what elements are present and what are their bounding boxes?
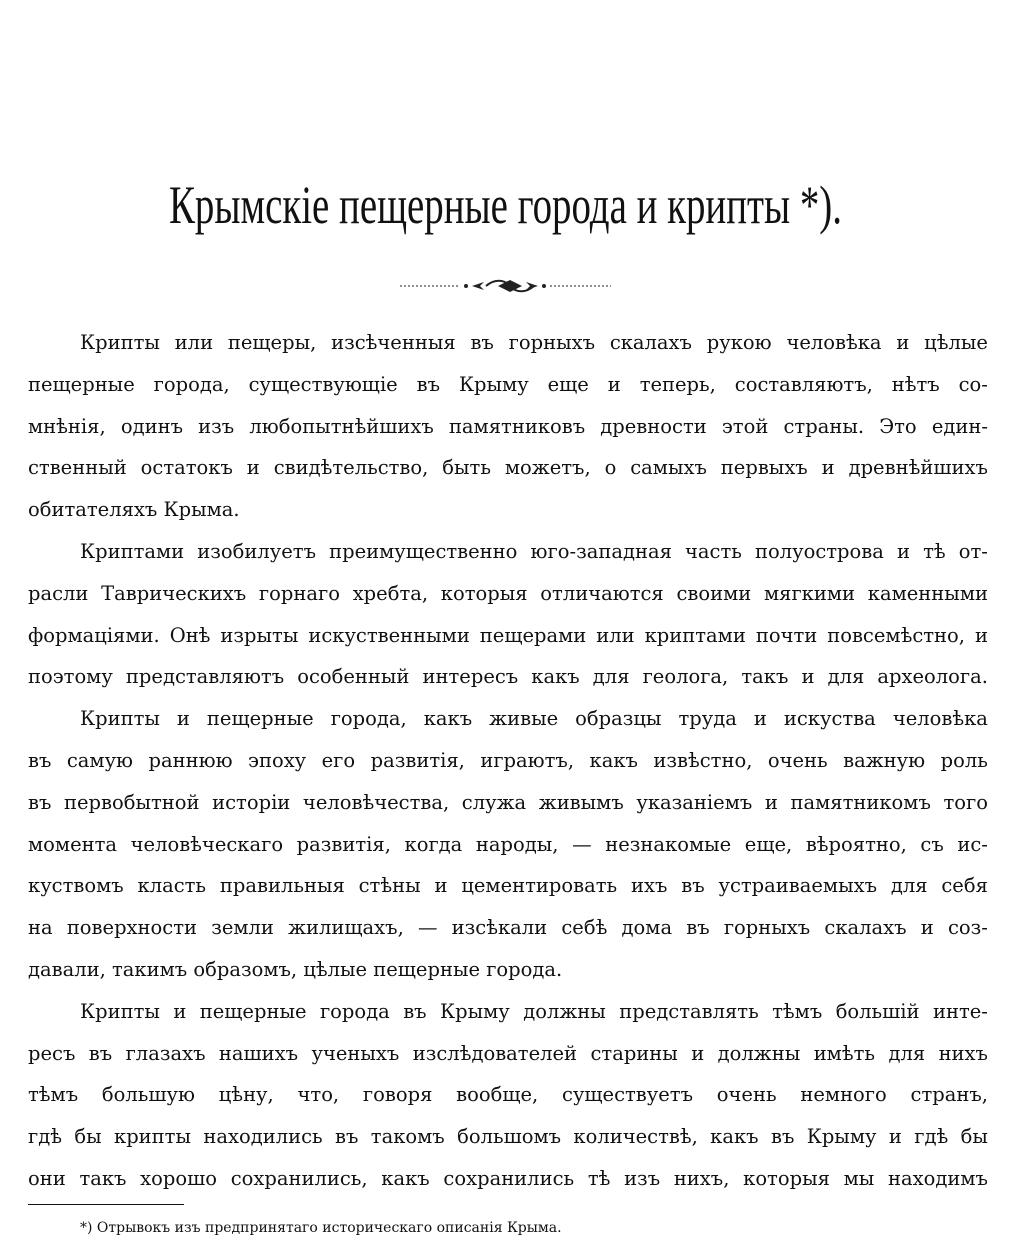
- text-line-content: [28, 907, 988, 949]
- word: развитія,: [296, 832, 391, 856]
- word: ис-: [957, 832, 988, 856]
- word: нашихъ: [218, 1041, 299, 1065]
- word: нихъ,: [673, 1166, 730, 1190]
- word: служа: [461, 790, 527, 814]
- word: страны.: [783, 414, 865, 438]
- word: и: [173, 999, 187, 1023]
- word: народы,: [475, 832, 559, 856]
- word: раннюю: [148, 748, 233, 772]
- word: себя: [941, 874, 988, 898]
- word: полуострова: [754, 539, 884, 563]
- word: одинъ: [120, 414, 183, 438]
- word: для: [890, 874, 928, 898]
- word: города,: [153, 372, 230, 396]
- word: изрыты: [220, 623, 299, 647]
- word: составляютъ,: [734, 372, 873, 396]
- word: какъ: [589, 748, 638, 772]
- word: и: [434, 874, 448, 898]
- word: эпоху: [248, 748, 307, 772]
- word: исторіи: [212, 790, 291, 814]
- word: такъ: [79, 1166, 127, 1190]
- word: образцы: [575, 707, 662, 731]
- word: формацiями.: [28, 623, 160, 647]
- word: хорошо: [140, 1166, 217, 1190]
- text-line: [28, 740, 988, 782]
- word: въ: [686, 916, 710, 940]
- footnote-rule: [28, 1204, 184, 1205]
- text-line: [28, 865, 988, 907]
- word: человѣчества,: [302, 790, 450, 814]
- word: момента: [28, 832, 118, 856]
- word: въ: [470, 331, 494, 354]
- word: человѣческаго: [130, 832, 284, 856]
- word: того: [943, 790, 988, 814]
- word: пещерные: [206, 707, 314, 731]
- word: тѣмъ: [28, 1083, 79, 1107]
- word: важную: [843, 748, 926, 772]
- word: первыхъ: [720, 456, 808, 480]
- word: преимущественно: [329, 539, 518, 563]
- word: Криптами: [80, 539, 185, 563]
- text-line-content: [28, 1158, 988, 1200]
- word: еще: [547, 372, 589, 396]
- word: въ: [770, 1125, 795, 1149]
- text-line: [28, 656, 988, 698]
- word: и: [246, 456, 260, 480]
- word: ихъ: [630, 874, 668, 898]
- word: тѣмъ: [772, 999, 823, 1023]
- word: соз-: [947, 916, 988, 940]
- word: съ: [920, 832, 944, 856]
- word: изобилуетъ: [197, 539, 316, 563]
- word: Крипты: [80, 999, 160, 1023]
- word: въ: [416, 372, 441, 396]
- word: расли: [28, 581, 89, 605]
- word: от-: [958, 539, 988, 563]
- text-line-content: [80, 322, 988, 364]
- word: какъ: [531, 665, 580, 689]
- word: для: [888, 1041, 926, 1065]
- text-line-content: [28, 364, 988, 406]
- word: инте-: [932, 999, 988, 1023]
- word: изсѣкали: [451, 916, 548, 940]
- word: такъ: [741, 665, 789, 689]
- word: памятниковъ: [448, 414, 586, 438]
- word: и: [920, 916, 934, 940]
- word: находимъ: [888, 1166, 988, 1190]
- word: теперь,: [639, 372, 716, 396]
- text-line: [28, 782, 988, 824]
- word: цѣну,: [218, 1083, 274, 1107]
- word: странъ,: [910, 1083, 988, 1107]
- word: развитія,: [370, 748, 465, 772]
- text-line: [28, 907, 988, 949]
- word: изъ: [198, 414, 235, 438]
- text-line: [28, 489, 988, 531]
- word: самую: [66, 748, 134, 772]
- word: живые: [489, 707, 559, 731]
- word: цѣлые: [924, 331, 988, 354]
- word: древнѣйшихъ: [848, 456, 988, 480]
- word: —: [417, 916, 438, 940]
- word: о: [604, 456, 617, 480]
- text-line-content: [80, 698, 988, 740]
- ornament-divider-icon: [400, 276, 611, 296]
- word: куствомъ: [28, 874, 124, 898]
- word: или: [174, 331, 214, 354]
- word: и: [607, 372, 621, 396]
- word: сохранились,: [230, 1166, 368, 1190]
- word: искуства: [783, 707, 876, 731]
- word: един-: [931, 414, 988, 438]
- word: горныхъ: [723, 916, 811, 940]
- word: ресъ: [28, 1041, 76, 1065]
- word: Крипты: [80, 707, 160, 731]
- text-line: [28, 698, 988, 740]
- ornament-divider: [400, 276, 611, 296]
- word: интересъ: [422, 665, 519, 689]
- word: скалахъ: [609, 331, 692, 354]
- word: пещерами: [479, 623, 587, 647]
- word: археолога.: [877, 665, 988, 689]
- word: цементировать: [461, 874, 618, 898]
- word: быть: [442, 456, 491, 480]
- word: правильныя: [219, 874, 345, 898]
- word: глазахъ: [125, 1041, 206, 1065]
- word: имѣть: [813, 1041, 876, 1065]
- text-line-content: [28, 447, 988, 489]
- word: и: [821, 456, 835, 480]
- word: и: [691, 1041, 705, 1065]
- word: особенный: [297, 665, 410, 689]
- word: существуетъ: [562, 1083, 693, 1107]
- text-line-content: [28, 573, 988, 615]
- text-line-content: [80, 531, 988, 573]
- word: на: [28, 916, 53, 940]
- word: и: [176, 707, 190, 731]
- word: остатокъ: [140, 456, 233, 480]
- text-line-content: [28, 865, 988, 907]
- word: роль: [940, 748, 988, 772]
- word: указаніемъ: [636, 790, 753, 814]
- word: земли: [211, 916, 274, 940]
- word: себѣ: [561, 916, 608, 940]
- word: тѣ: [923, 539, 946, 563]
- text-line: [28, 1116, 988, 1158]
- word: крипты: [114, 1125, 191, 1149]
- word: часть: [685, 539, 742, 563]
- text-line-content: [28, 656, 988, 698]
- word: старины: [590, 1041, 678, 1065]
- word: играютъ,: [480, 748, 575, 772]
- text-line-content: [28, 824, 988, 866]
- text-line: [28, 573, 988, 615]
- body-text: [28, 322, 988, 1200]
- word: мягкими: [764, 581, 856, 605]
- word: скалахъ: [824, 916, 907, 940]
- word: большомъ: [457, 1125, 562, 1149]
- word: находились: [203, 1125, 323, 1149]
- text-line-content: обитателяхъ Крыма.: [28, 498, 240, 522]
- word: криптами: [644, 623, 746, 647]
- word: гдѣ: [914, 1125, 949, 1149]
- word: и: [753, 707, 767, 731]
- word: существующіе: [248, 372, 398, 396]
- word: гдѣ: [28, 1125, 62, 1149]
- word: и: [896, 539, 910, 563]
- word: и: [764, 790, 778, 814]
- word: въ: [335, 1125, 359, 1149]
- word: что,: [297, 1083, 340, 1107]
- word: вѣроятно,: [805, 832, 907, 856]
- word: немного: [800, 1083, 887, 1107]
- word: поэтому: [28, 665, 113, 689]
- word: для: [592, 665, 630, 689]
- word: этой: [721, 414, 769, 438]
- text-line-content: [28, 740, 988, 782]
- word: очень: [716, 1083, 777, 1107]
- page-title: Крымскіе пещерные города и крипты *).: [169, 175, 842, 235]
- word: нѣтъ: [891, 372, 940, 396]
- word: хребта,: [352, 581, 429, 605]
- word: —: [572, 832, 592, 856]
- word: со-: [958, 372, 988, 396]
- word: можетъ,: [504, 456, 591, 480]
- word: должны: [523, 999, 606, 1023]
- word: своими: [676, 581, 752, 605]
- word: изъ: [624, 1166, 661, 1190]
- word: класть: [137, 874, 207, 898]
- word: искуственными: [308, 623, 470, 647]
- word: мы: [843, 1166, 875, 1190]
- word: очень: [767, 748, 828, 772]
- word: жилищахъ,: [288, 916, 404, 940]
- word: которыя: [743, 1166, 830, 1190]
- word: изсѣченныя: [331, 331, 456, 354]
- word: ученыхъ: [311, 1041, 400, 1065]
- word: въ: [403, 999, 427, 1023]
- word: говоря: [362, 1083, 433, 1107]
- footnote: *) Отрывокъ изъ предпринятаго историческаго описанія Крыма.: [80, 1220, 562, 1236]
- word: сохранились: [443, 1166, 575, 1190]
- word: вообще,: [456, 1083, 539, 1107]
- word: самыхъ: [630, 456, 707, 480]
- word: города,: [330, 707, 407, 731]
- word: горнаго: [258, 581, 340, 605]
- word: въ: [28, 790, 52, 814]
- text-line-content: [28, 1033, 988, 1075]
- word: рукою: [706, 331, 772, 354]
- word: въ: [681, 874, 705, 898]
- word: бы: [74, 1125, 102, 1149]
- word: которыя: [440, 581, 528, 605]
- text-line: [28, 447, 988, 489]
- word: какъ: [710, 1125, 759, 1149]
- word: города: [319, 999, 390, 1023]
- text-line-content: давали, такимъ образомъ, цѣлые пещерные города.: [28, 957, 563, 981]
- text-line: [28, 824, 988, 866]
- word: Крыму: [440, 999, 510, 1023]
- word: устраиваемыхъ: [718, 874, 877, 898]
- word: первобытной: [64, 790, 200, 814]
- word: памятникомъ: [790, 790, 931, 814]
- word: пещерные: [199, 999, 307, 1023]
- word: дома: [621, 916, 673, 940]
- word: тѣ: [587, 1166, 611, 1190]
- word: изслѣдователей: [412, 1041, 578, 1065]
- word: горныхъ: [508, 331, 596, 354]
- text-line-content: [28, 615, 988, 657]
- word: бы: [960, 1125, 988, 1149]
- word: любопытнѣйшихъ: [249, 414, 434, 438]
- word: и: [974, 623, 988, 647]
- text-line: [28, 1074, 988, 1116]
- text-line: [28, 406, 988, 448]
- word: человѣка: [786, 331, 882, 354]
- text-line-content: [28, 1116, 988, 1158]
- word: стѣны: [358, 874, 421, 898]
- word: мнѣнія,: [28, 414, 106, 438]
- word: какъ: [381, 1166, 430, 1190]
- text-line: [28, 991, 988, 1033]
- word: представляютъ: [125, 665, 285, 689]
- word: Онѣ: [169, 623, 211, 647]
- word: живымъ: [538, 790, 624, 814]
- word: почти: [755, 623, 818, 647]
- word: свидѣтельство,: [273, 456, 429, 480]
- word: въ: [28, 748, 52, 772]
- text-line: [28, 531, 988, 573]
- word: повсемѣстно,: [827, 623, 965, 647]
- text-line: [28, 1033, 988, 1075]
- text-line-content: [80, 991, 988, 1033]
- word: Крыму: [806, 1125, 877, 1149]
- word: еще,: [744, 832, 793, 856]
- text-line-content: [28, 782, 988, 824]
- word: Крипты: [80, 331, 160, 354]
- text-line: [28, 322, 988, 364]
- word: большій: [835, 999, 920, 1023]
- word: въ: [88, 1041, 113, 1065]
- word: они: [28, 1166, 66, 1190]
- word: отличаются: [540, 581, 664, 605]
- text-line-content: [28, 1074, 988, 1116]
- word: и: [888, 1125, 902, 1149]
- word: какъ: [423, 707, 473, 731]
- word: его: [321, 748, 356, 772]
- word: должны: [717, 1041, 801, 1065]
- word: юго-западная: [530, 539, 672, 563]
- word: для: [827, 665, 865, 689]
- word: и: [896, 331, 910, 354]
- word: представлять: [619, 999, 759, 1023]
- word: незнакомые: [605, 832, 732, 856]
- text-line: [28, 364, 988, 406]
- text-line: [28, 1158, 988, 1200]
- word: Таврическихъ: [101, 581, 247, 605]
- text-line: [28, 615, 988, 657]
- text-line-content: [28, 406, 988, 448]
- word: когда: [404, 832, 463, 856]
- word: поверхности: [66, 916, 197, 940]
- text-line: [28, 949, 988, 991]
- word: пещерные: [28, 372, 135, 396]
- word: количествѣ,: [573, 1125, 698, 1149]
- word: такомъ: [370, 1125, 445, 1149]
- word: большую: [101, 1083, 195, 1107]
- word: древности: [600, 414, 707, 438]
- word: каменными: [867, 581, 988, 605]
- word: и: [801, 665, 815, 689]
- word: или: [596, 623, 635, 647]
- word: ственный: [28, 456, 127, 480]
- word: человѣка: [892, 707, 988, 731]
- word: труда: [678, 707, 737, 731]
- word: пещеры,: [227, 331, 317, 354]
- word: Это: [879, 414, 917, 438]
- word: нихъ: [938, 1041, 988, 1065]
- word: геолога,: [642, 665, 729, 689]
- word: Крыму: [458, 372, 529, 396]
- word: извѣстно,: [653, 748, 753, 772]
